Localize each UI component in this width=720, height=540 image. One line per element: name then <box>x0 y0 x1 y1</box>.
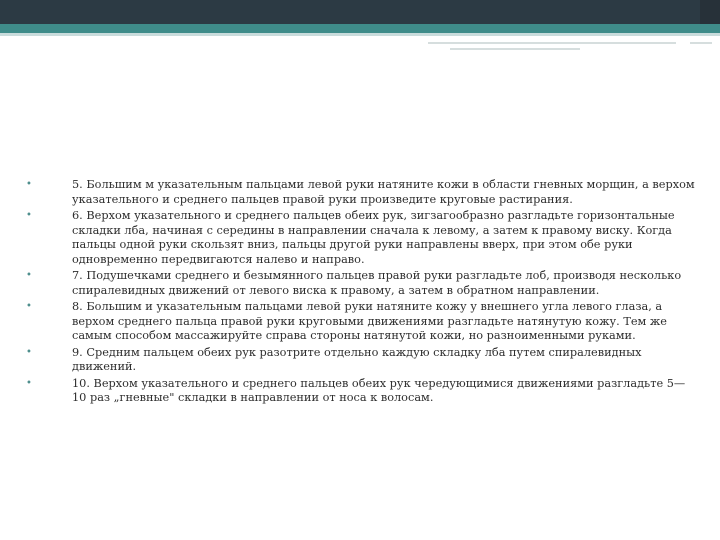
header-band-dark <box>0 0 720 24</box>
list-item-text: 7. Подушечками среднего и безымянного пальцев правой руки разгладьте лоб, производя несколько спиралевидных движений от левого виска к правому, а затем в обратном направлении. <box>72 269 682 297</box>
list-item <box>26 346 696 375</box>
list-item <box>26 178 696 207</box>
list-item-text: 5. Большим м указательным пальцами левой руки натяните кожи в области гневных морщин, а верхом указательного и среднего пальцев правой руки произведите круговые растирания. <box>72 178 695 206</box>
decorative-rule-2 <box>450 48 580 50</box>
header-band-teal <box>0 24 720 33</box>
list-item <box>26 209 696 267</box>
bullet-marker: • <box>26 377 32 389</box>
header-corner-block <box>700 0 720 24</box>
header-band-light <box>0 33 720 36</box>
list-item <box>26 377 696 406</box>
list-item-text: 9. Средним пальцем обеих рук разотрите отдельно каждую складку лба путем спиралевидных движений. <box>72 345 642 373</box>
decorative-rule-3 <box>690 42 712 44</box>
list-item-text: 6. Верхом указательного и среднего пальцев обеих рук, зигзагообразно разгладьте горизонтальные складки лба, начиная с середины в направлении сначала к левому, а затем к правому виску. Когда пальцы одной руки скользят вниз, пальцы другой руки направлены вверх, при этом обе руки одновременно передвигаются налево и направо. <box>72 209 675 266</box>
bullet-marker: • <box>26 346 32 358</box>
list-item-text: 10. Верхом указательного и среднего пальцев обеих рук чередующимися движениями разгладьте 5—10 раз „гневные" складки в направлении от носа к волосам. <box>72 376 686 404</box>
bullet-list <box>26 178 696 408</box>
bullet-marker: • <box>26 210 32 221</box>
bullet-marker: • <box>26 270 32 281</box>
list-item <box>26 269 696 298</box>
list-item <box>26 300 696 344</box>
bullet-marker: • <box>26 301 32 312</box>
bullet-marker: • <box>26 179 32 190</box>
decorative-rule-1 <box>428 42 676 44</box>
list-item-text: 8. Большим и указательным пальцами левой руки натяните кожу у внешнего угла левого глаза, а верхом среднего пальца правой руки круговыми движениями разгладьте натянутую кожу. Тем же самым способом массажируйте справа стороны натянутой кожи, но разноименными руками. <box>72 300 667 342</box>
